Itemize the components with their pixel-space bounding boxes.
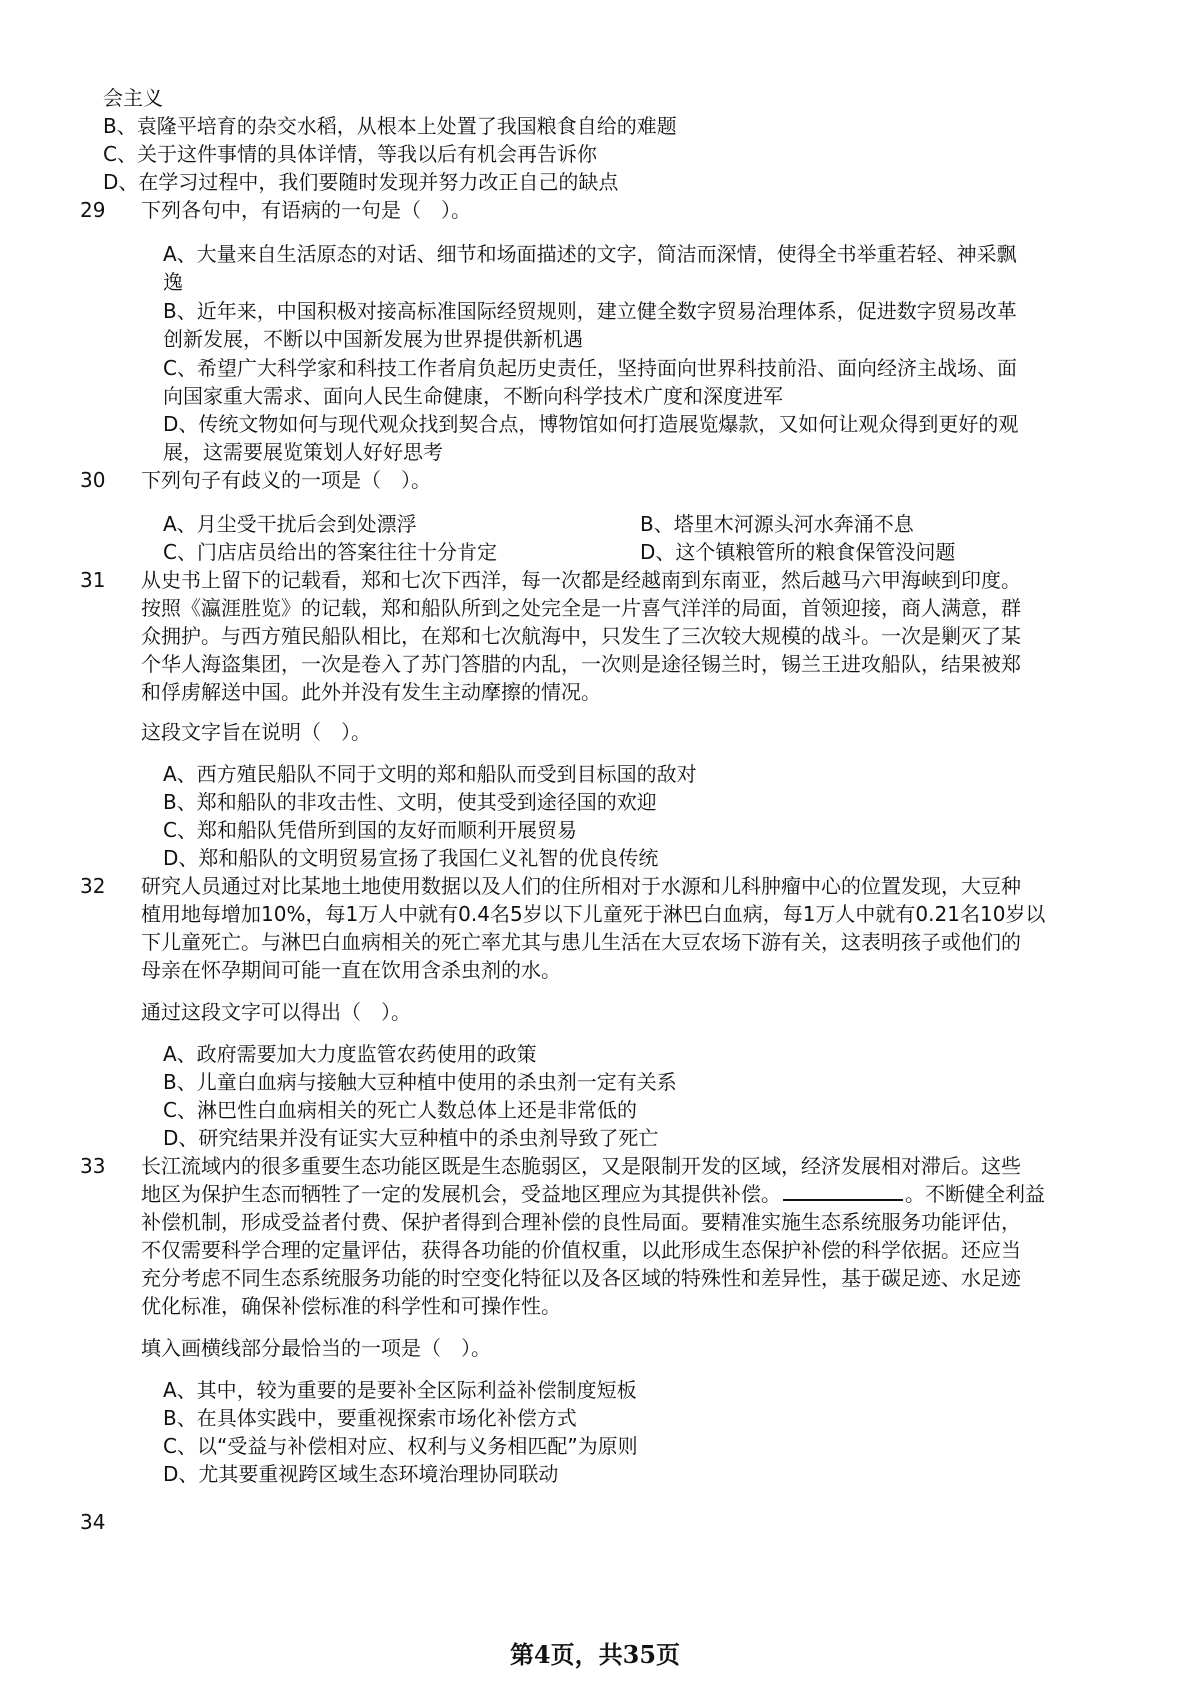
q30-number: 30 [80,468,106,492]
q30-option-c: C、门店店员给出的答案往往十分肯定 [163,540,497,564]
q33-passage-line: 补偿机制，形成受益者付费、保护者得到合理补偿的良性局面。要精准实施生态系统服务功能评估， [141,1210,1021,1234]
q32-question: 通过这段文字可以得出（ ）。 [141,1000,411,1024]
q30-option-a: A、月尘受干扰后会到处漂浮 [163,512,417,536]
q33-passage-line-with-blank [141,1180,1045,1208]
q29-option-c-line1: C、希望广大科学家和科技工作者肩负起历史责任，坚持面向世界科技前沿、面向经济主战场、面 [163,356,1017,380]
q31-option-c: C、郑和船队凭借所到国的友好而顺利开展贸易 [163,818,577,842]
q31-option-b: B、郑和船队的非攻击性、文明，使其受到途径国的欢迎 [163,790,657,814]
q31-number: 31 [80,568,106,592]
fill-in-blank [783,1181,903,1201]
q29-option-d-line2: 展，这需要展览策划人好好思考 [163,440,443,464]
q32-number: 32 [80,874,106,898]
q33-text-after-blank: 。不断健全利益 [905,1182,1045,1206]
q28-option-c: C、关于这件事情的具体详情，等我以后有机会再告诉你 [103,142,597,166]
q32-option-d: D、研究结果并没有证实大豆种植中的杀虫剂导致了死亡 [163,1126,659,1150]
q34-number: 34 [80,1510,106,1534]
q32-option-a: A、政府需要加大力度监管农药使用的政策 [163,1042,537,1066]
q31-passage-line: 众拥护。与西方殖民船队相比，在郑和七次航海中，只发生了三次较大规模的战斗。一次是剿灭了某 [141,624,1021,648]
q30-option-b: B、塔里木河源头河水奔涌不息 [640,512,914,536]
q33-question: 填入画横线部分最恰当的一项是（ ）。 [141,1336,491,1360]
page-footer: 第4页，共35页 [509,1640,681,1669]
q33-passage-line: 优化标准，确保补偿标准的科学性和可操作性。 [141,1294,561,1318]
q29-option-c-line2: 向国家重大需求、面向人民生命健康，不断向科学技术广度和深度进军 [163,384,783,408]
q31-passage-line: 从史书上留下的记载看，郑和七次下西洋，每一次都是经越南到东南亚，然后越马六甲海峡到印度。 [141,568,1021,592]
q33-passage-line: 不仅需要科学合理的定量评估，获得各功能的价值权重，以此形成生态保护补偿的科学依据。还应当 [141,1238,1021,1262]
q29-option-a-line1: A、大量来自生活原态的对话、细节和场面描述的文字，简洁而深情，使得全书举重若轻、神采飘 [163,242,1017,266]
q29-option-a-line2: 逸 [163,270,183,294]
q30-option-d: D、这个镇粮管所的粮食保管没问题 [640,540,956,564]
q33-option-c: C、以“受益与补偿相对应、权利与义务相匹配”为原则 [163,1434,638,1458]
q33-passage-line: 长江流域内的很多重要生态功能区既是生态脆弱区，又是限制开发的区域，经济发展相对滞后。这些 [141,1154,1021,1178]
q31-passage-line: 个华人海盗集团，一次是卷入了苏门答腊的内乱，一次则是途径锡兰时，锡兰王进攻船队，结果被郑 [141,652,1021,676]
q29-number: 29 [80,198,106,222]
q28-option-d: D、在学习过程中，我们要随时发现并努力改正自己的缺点 [103,170,619,194]
q30-stem: 下列句子有歧义的一项是（ ）。 [141,468,431,492]
q29-option-b-line2: 创新发展，不断以中国新发展为世界提供新机遇 [163,327,583,351]
q28-stem-continuation: 会主义 [103,86,163,110]
q31-option-d: D、郑和船队的文明贸易宣扬了我国仁义礼智的优良传统 [163,846,659,870]
q31-option-a: A、西方殖民船队不同于文明的郑和船队而受到目标国的敌对 [163,762,697,786]
q33-option-a: A、其中，较为重要的是要补全区际利益补偿制度短板 [163,1378,637,1402]
q33-option-d: D、尤其要重视跨区域生态环境治理协同联动 [163,1462,559,1486]
q33-passage-line: 充分考虑不同生态系统服务功能的时空变化特征以及各区域的特殊性和差异性，基于碳足迹、水足迹 [141,1266,1021,1290]
q31-passage-line: 和俘虏解送中国。此外并没有发生主动摩擦的情况。 [141,680,601,704]
q32-option-c: C、淋巴性白血病相关的死亡人数总体上还是非常低的 [163,1098,637,1122]
q29-option-b-line1: B、近年来，中国积极对接高标准国际经贸规则，建立健全数字贸易治理体系，促进数字贸易改革 [163,299,1017,323]
q31-question: 这段文字旨在说明（ ）。 [141,720,371,744]
q32-passage-line: 植用地每增加10%，每1万人中就有0.4名5岁以下儿童死于淋巴白血病，每1万人中就有0.21名10岁以 [141,902,1046,926]
q33-text-before-blank: 地区为保护生态而牺牲了一定的发展机会，受益地区理应为其提供补偿。 [141,1182,781,1206]
q31-passage-line: 按照《瀛涯胜览》的记载，郑和船队所到之处完全是一片喜气洋洋的局面，首领迎接，商人满意，群 [141,596,1021,620]
q32-passage-line: 母亲在怀孕期间可能一直在饮用含杀虫剂的水。 [141,958,561,982]
q29-option-d-line1: D、传统文物如何与现代观众找到契合点，博物馆如何打造展览爆款，又如何让观众得到更好的观 [163,412,1019,436]
q32-option-b: B、儿童白血病与接触大豆种植中使用的杀虫剂一定有关系 [163,1070,677,1094]
q29-stem: 下列各句中，有语病的一句是（ ）。 [141,198,471,222]
q28-option-b: B、袁隆平培育的杂交水稻，从根本上处置了我国粮食自给的难题 [103,114,677,138]
q32-passage-line: 研究人员通过对比某地土地使用数据以及人们的住所相对于水源和儿科肿瘤中心的位置发现，大豆种 [141,874,1021,898]
q32-passage-line: 下儿童死亡。与淋巴白血病相关的死亡率尤其与患儿生活在大豆农场下游有关，这表明孩子或他们的 [141,930,1021,954]
q33-number: 33 [80,1154,106,1178]
q33-option-b: B、在具体实践中，要重视探索市场化补偿方式 [163,1406,577,1430]
